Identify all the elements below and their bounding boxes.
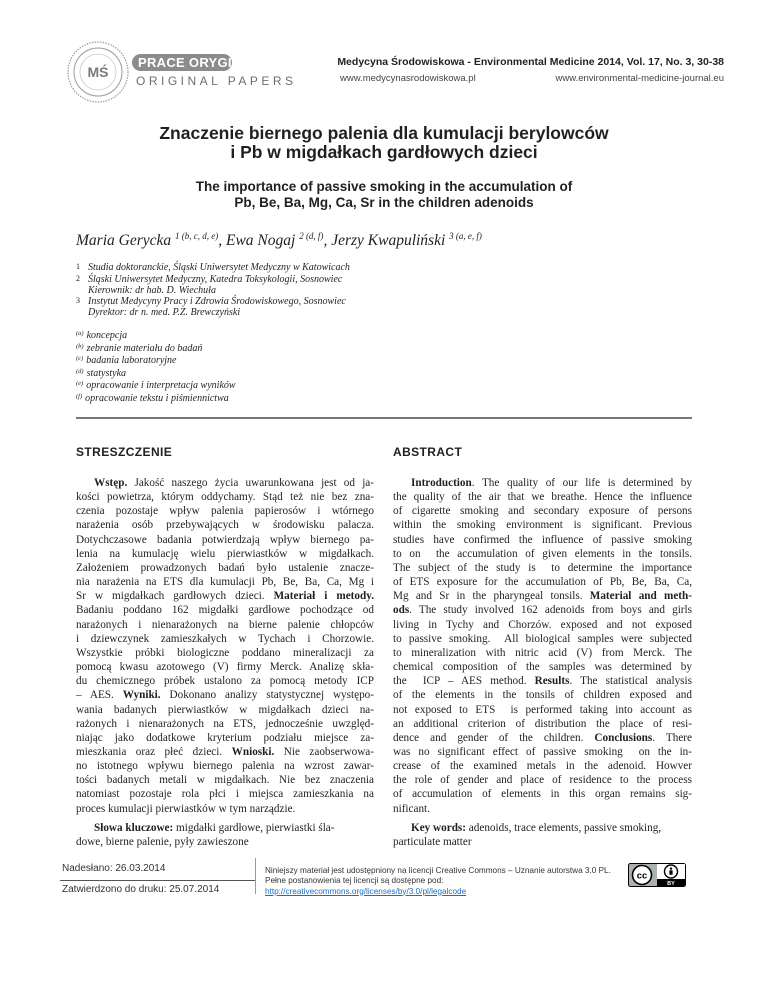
role-text: opracowanie tekstu i piśmiennictwa: [85, 392, 229, 404]
role-key: (b): [76, 342, 84, 350]
accepted-date: Zatwierdzono do druku: 25.07.2014: [62, 884, 220, 895]
abstract-heading: ABSTRACT: [393, 445, 463, 459]
role-item: [76, 330, 127, 342]
text-line: pomocą kwasu azotowego (V) firmy Merck. Analizę skła-: [76, 661, 374, 674]
text-line: du chemicznego próbek ustalono za pomocą metody ICP: [76, 675, 374, 688]
text-line: lenia na kumulację wielu pierwiastków w migdałkach.: [76, 547, 374, 560]
series-label-en: ORIGINAL PAPERS: [136, 74, 297, 88]
text-line: chemical composition of the samples was determined by: [393, 661, 692, 674]
text-line: Sr w migdałkach gardłowych dzieci. Materiał i metody.: [76, 590, 374, 603]
text-line: within the smoking environment is significant. Previous: [393, 519, 692, 532]
header-divider: [76, 417, 692, 419]
footer-vertical-divider: [255, 858, 256, 894]
abstract-text: [393, 476, 692, 816]
text-line: of accumulation of elements in this organ remains sig-: [393, 788, 692, 801]
role-item: [76, 380, 236, 392]
text-line: narażenia osób przebywających w środowisku palacza.: [76, 519, 374, 532]
text-line: studies have confirmed the influence of passive smoking: [393, 533, 692, 546]
role-text: opracowanie i interpretacja wyników: [86, 380, 236, 391]
text-line: tości badanych metali w migdałkach. Nie bez znaczenia: [76, 774, 374, 787]
role-text: koncepcja: [86, 330, 128, 341]
text-line: the quality of the air that we breathe. Hence the influence: [393, 491, 692, 504]
text-line: Wstęp. Jakość naszego życia uwarunkowana jest od ja-: [94, 477, 374, 489]
text-line: of cigarette smoking and secondary exposure of persons: [393, 505, 692, 518]
text-line: not exposed to ETS is performed taking into account as: [393, 703, 692, 716]
affiliation-item: [76, 274, 342, 296]
license-link[interactable]: http://creativecommons.org/licenses/by/3.0/pl/legalcode: [265, 886, 467, 896]
logo-initials: MŚ: [87, 64, 109, 80]
keywords-en: Key words: adenoids, trace elements, passive smoking, particulate matter: [393, 822, 662, 849]
text-line: to passive smoking. All biological samples were subjected: [393, 632, 692, 645]
text-line: natomiast pozostaje rola płci i miejsca zamieszkania na: [76, 788, 374, 801]
text-line: to mineralization with nitric acid (V) from Merck. The: [393, 646, 692, 659]
title-pl-line: i Pb w migdałkach gardłowych dzieci: [230, 142, 538, 162]
text-line: i dziewczynek zamieszkałych w Tychach i Chorzowie.: [76, 632, 374, 645]
text-line: mieszkania oraz płeć dzieci. Wnioski. Nie zaobserwowa-: [76, 745, 374, 758]
license-note: [265, 866, 625, 897]
title-en-line: The importance of passive smoking in the accumulation of: [195, 179, 573, 194]
title-pl-line: Znaczenie biernego palenia dla kumulacji berylowców: [159, 123, 609, 143]
text-line: an additional criterion of distribution the place of resi-: [393, 717, 692, 730]
role-key: (f): [76, 392, 83, 400]
affiliation-text: Studia doktoranckie, Śląski Uniwersytet Medyczny w Katowicach: [88, 262, 350, 273]
role-item: [76, 368, 126, 380]
license-text: Niniejszy materiał jest udostępniony na licencji Creative Commons – Uznanie autorstwa 3.0 PL. Pełne postanowienia tej licencji są dostępne pod:: [265, 866, 611, 886]
text-line: kości powietrza, którym oddychamy. Stąd też nie bez zna-: [76, 491, 374, 504]
text-line: Badaniu poddano 162 migdałki gardłowe pochodzące od: [76, 604, 374, 617]
affiliation-text: Dyrektor: dr n. med. P.Z. Brewczyński: [88, 307, 241, 319]
text-line: Wszystkie próbki biologiczne poddano mineralizacji za: [76, 646, 374, 659]
text-line: rażonych i nienarażonych na ETS, jednocześnie uwzględ-: [76, 717, 374, 730]
title-en-line: Pb, Be, Ba, Mg, Ca, Sr in the children adenoids: [234, 195, 534, 210]
text-line: czenia pozostaje wpływ palenia papierosów i wtórnego: [76, 505, 374, 518]
person-icon: [670, 867, 672, 869]
affiliation-number: 1: [76, 262, 80, 271]
text-line: Dotychczasowe badania potwierdzają wpływ biernego pa-: [76, 533, 374, 546]
role-item: [76, 393, 229, 405]
series-label-pl: PRACE ORYGINALNE: [138, 55, 279, 70]
role-key: (a): [76, 330, 84, 337]
cc-by-badge[interactable]: [628, 863, 686, 887]
text-line: nificant.: [393, 802, 430, 815]
text-line: of ETS exposure for the accumulation of Pb, Be, Ba, Ca,: [393, 576, 692, 589]
text-line: the ICP – AES method. Results. The statistical analysis: [393, 675, 692, 688]
text-line: Mg and Sr in the pharyngeal tonsils. Material and meth-: [393, 590, 692, 603]
affiliation-item: [76, 296, 346, 318]
journal-url-en[interactable]: www.environmental-medicine-journal.eu: [555, 73, 724, 84]
affiliation-number: 2: [76, 274, 80, 283]
streszczenie-heading: STRESZCZENIE: [76, 445, 173, 459]
text-line: the role of gender and place of residence to the process: [393, 774, 692, 787]
author-name: Ewa Nogaj: [225, 232, 296, 250]
text-line: Założeniem prowadzonych badań było ustalenie znacze-: [76, 561, 374, 574]
text-line: crease of the examined metals in the adenoid. Howver: [393, 760, 692, 773]
author-affiliation-ref: 1 (b, c, d, e): [175, 231, 219, 241]
text-line: living in Tychy and Chorzów. exposed and not exposed: [393, 618, 692, 631]
text-line: was no significant effect of passive smoking on the in-: [393, 745, 692, 758]
role-text: zebranie materiału do badań: [86, 342, 203, 354]
affiliation-number: 3: [76, 296, 80, 305]
journal-citation: Medycyna Środowiskowa - Environmental Medicine 2014, Vol. 17, No. 3, 30-38: [337, 56, 724, 68]
text-line: of the elements in the tonsils of children exposed and: [393, 689, 692, 702]
author-affiliation-ref: 3 (a, e, f): [449, 231, 482, 241]
by-label: BY: [667, 881, 675, 887]
role-item: [76, 343, 202, 355]
title-polish: [0, 124, 768, 162]
received-date: Nadesłano: 26.03.2014: [62, 863, 166, 874]
text-line: to on the accumulation of given elements in the tonsils.: [393, 547, 692, 560]
role-text: statystyka: [86, 367, 127, 379]
text-line: niając jako dodatkowe kryterium podziału miejsce za-: [76, 731, 374, 744]
role-text: badania laboratoryjne: [86, 355, 177, 366]
author-name: Jerzy Kwapuliński: [331, 232, 446, 250]
text-line: Introduction. The quality of our life is determined by: [411, 477, 692, 489]
role-key: (d): [76, 367, 84, 375]
text-line: – AES. Wyniki. Dokonano analizy statystycznej występo-: [76, 689, 374, 702]
cc-icon: cc: [636, 870, 648, 882]
affiliation-text: Instytut Medycyny Pracy i Zdrowia Środowiskowego, Sosnowiec: [88, 296, 346, 307]
text-line: The subject of the study is to determine the importance: [393, 561, 692, 574]
text-line: nia narażenia na ETS dla kumulacji Pb, Be, Ba, Ca, Mg i: [76, 576, 374, 589]
author-name: Maria Gerycka: [76, 232, 172, 250]
title-english: [0, 179, 768, 211]
text-line: no istotnego wpływu biernego palenia na wzrost zawar-: [76, 760, 374, 773]
text-line: proces kumulacji pierwiastków w tym narządzie.: [76, 802, 296, 815]
footer-divider: [60, 880, 256, 881]
role-key: (c): [76, 355, 84, 362]
role-key: (e): [76, 380, 84, 387]
text-line: ods. The study involved 162 adenoids from boys and girls: [393, 604, 692, 617]
role-item: [76, 355, 177, 367]
keywords-pl: Słowa kluczowe: migdałki gardłowe, pierwiastki śla- dowe, bierne palenie, pyły zawieszone: [76, 822, 335, 849]
text-line: wania badanych pierwiastków w migdałkach dzieci na-: [76, 703, 374, 716]
author-list: Maria Gerycka $^{1 (b, c, d, e)}$, Ewa Nogaj $^{2 (d, f)}$, Jerzy Kwapuliński $^{3 (a, e, f)}$: [76, 231, 482, 250]
affiliation-item: [76, 262, 350, 273]
journal-logo: [66, 40, 130, 104]
streszczenie-text: [76, 476, 374, 816]
author-affiliation-ref: 2 (d, f): [299, 231, 324, 241]
text-line: dence and gender of the children. Conclusions. There: [393, 731, 692, 744]
journal-url-pl[interactable]: www.medycynasrodowiskowa.pl: [340, 73, 476, 84]
affiliation-text: Kierownik: dr hab. D. Wiechuła: [88, 285, 216, 297]
affiliation-text: Śląski Uniwersytet Medyczny, Katedra Toksykologii, Sosnowiec: [88, 274, 343, 285]
text-line: narażonych i nienarażonych na bierne palenie chłopców: [76, 618, 374, 631]
